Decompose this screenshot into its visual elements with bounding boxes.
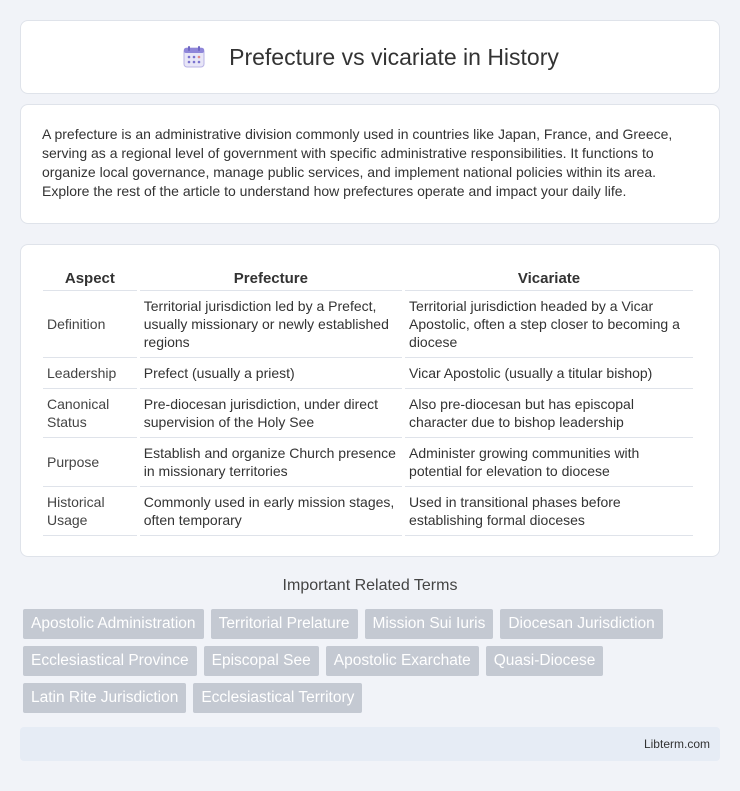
related-term-tag[interactable]: Apostolic Exarchate: [326, 646, 479, 676]
related-terms-title: Important Related Terms: [282, 577, 458, 594]
table-header-vicariate: Vicariate: [405, 265, 693, 291]
table-cell: Prefect (usually a priest): [140, 358, 402, 389]
table-cell-aspect: Leadership: [43, 358, 137, 389]
table-row: [43, 487, 693, 536]
intro-paragraph: A prefecture is an administrative division commonly used in countries like Japan, France, and Greece, serving as a regional level of government with specific administrative responsibilities. It functions to organize local governance, manage public services, and implement national policies within its area. Explore the rest of the article to understand how prefectures operate and impact your daily life.: [42, 126, 673, 199]
table-cell-aspect: Canonical Status: [43, 389, 137, 438]
related-term-tag[interactable]: Territorial Prelature: [211, 609, 358, 639]
related-terms-list: [23, 609, 723, 720]
comparison-table-card: [20, 244, 720, 557]
table-cell: Also pre-diocesan but has episcopal character due to bishop leadership: [405, 389, 693, 438]
comparison-table: [40, 265, 696, 536]
related-term-tag[interactable]: Quasi-Diocese: [486, 646, 604, 676]
table-cell-aspect: Definition: [43, 291, 137, 358]
table-cell-aspect: Historical Usage: [43, 487, 137, 536]
table-cell-aspect: Purpose: [43, 438, 137, 487]
table-header-aspect: Aspect: [43, 265, 137, 291]
table-cell: Establish and organize Church presence in missionary territories: [140, 438, 402, 487]
intro-card: [20, 104, 720, 224]
table-cell: Used in transitional phases before establishing formal dioceses: [405, 487, 693, 536]
table-cell: Commonly used in early mission stages, often temporary: [140, 487, 402, 536]
page-title: Prefecture vs vicariate in History: [229, 43, 559, 70]
footer: [20, 727, 720, 761]
title-card: [20, 20, 720, 94]
related-term-tag[interactable]: Apostolic Administration: [23, 609, 204, 639]
table-row: [43, 358, 693, 389]
related-term-tag[interactable]: Episcopal See: [204, 646, 319, 676]
related-term-tag[interactable]: Ecclesiastical Province: [23, 646, 197, 676]
table-cell: Territorial jurisdiction led by a Prefect, usually missionary or newly established regions: [140, 291, 402, 358]
table-cell: Vicar Apostolic (usually a titular bishop): [405, 358, 693, 389]
table-header-prefecture: Prefecture: [140, 265, 402, 291]
footer-site-link[interactable]: Libterm.com: [643, 737, 710, 751]
table-cell: Territorial jurisdiction headed by a Vicar Apostolic, often a step closer to becoming a diocese: [405, 291, 693, 358]
table-row: [43, 389, 693, 438]
table-cell: Pre-diocesan jurisdiction, under direct supervision of the Holy See: [140, 389, 402, 438]
table-cell: Administer growing communities with potential for elevation to diocese: [405, 438, 693, 487]
related-term-tag[interactable]: Latin Rite Jurisdiction: [23, 683, 186, 713]
related-term-tag[interactable]: Mission Sui Iuris: [365, 609, 494, 639]
table-row: [43, 291, 693, 358]
table-header-row: [43, 265, 693, 291]
table-row: [43, 438, 693, 487]
calendar-icon: [181, 44, 207, 70]
related-term-tag[interactable]: Ecclesiastical Territory: [193, 683, 362, 713]
related-term-tag[interactable]: Diocesan Jurisdiction: [500, 609, 662, 639]
